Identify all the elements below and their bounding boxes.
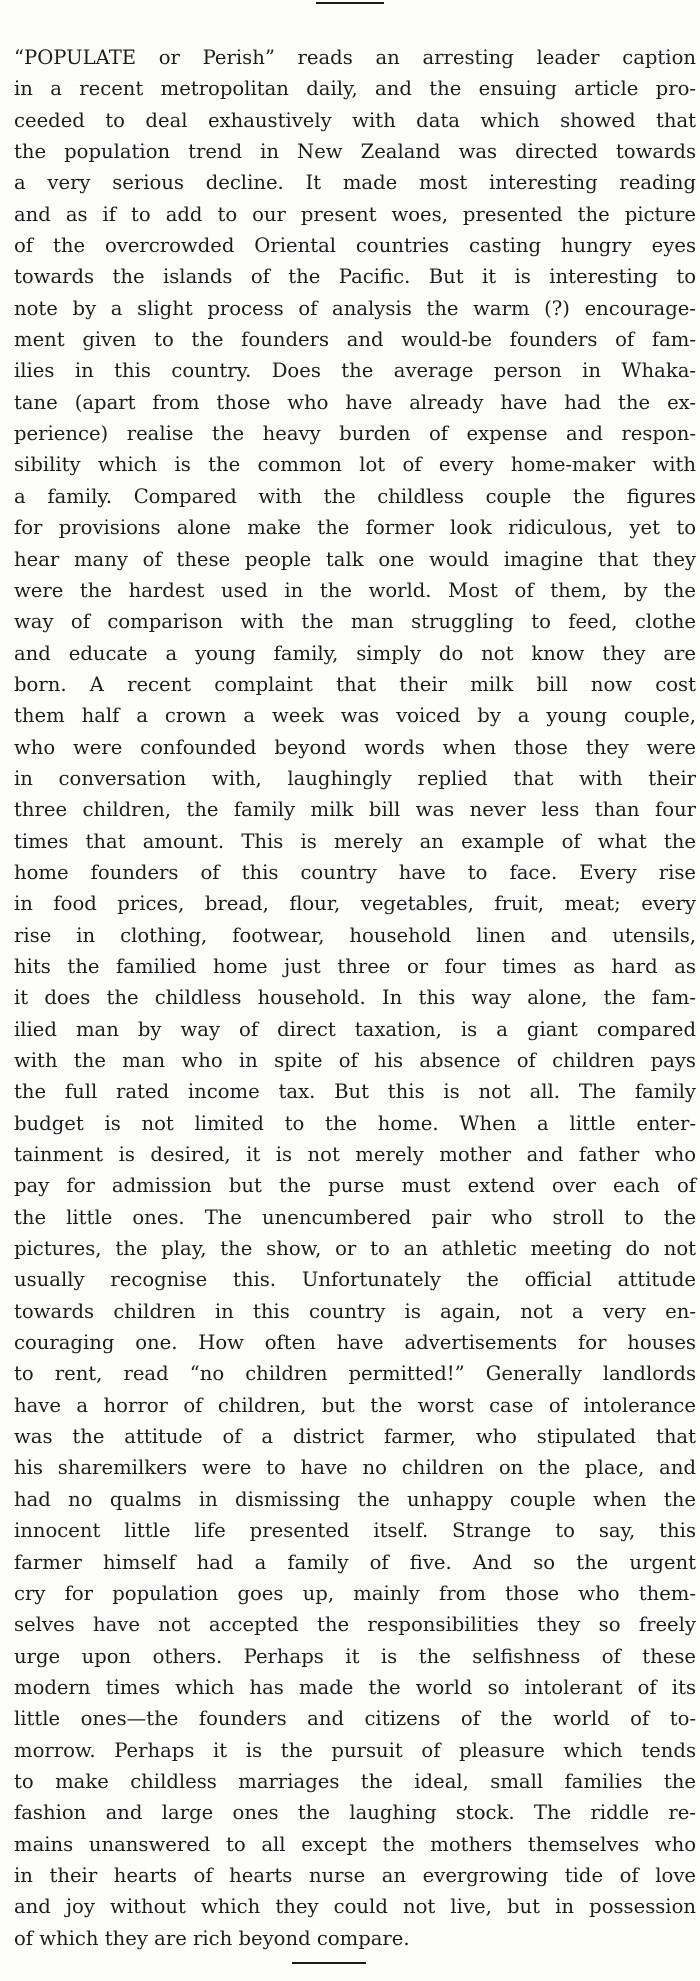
- bottom-column-rule: [292, 1962, 366, 1964]
- article-line: little ones—the founders and citizens of the world of to-: [14, 1707, 696, 1731]
- article-line: usually recognise this. Unfortunately the official attitude: [14, 1268, 696, 1292]
- article-line: “POPULATE or Perish” reads an arresting leader caption: [14, 46, 696, 69]
- article-line: selves have not accepted the responsibilities they so freely: [14, 1613, 696, 1637]
- article-line: three children, the family milk bill was never less than four: [14, 798, 696, 822]
- article-line: innocent little life presented itself. Strange to say, this: [14, 1519, 696, 1543]
- article-line: for provisions alone make the former look ridiculous, yet to: [14, 516, 696, 540]
- article-line: it does the childless household. In this way alone, the fam-: [14, 986, 696, 1010]
- article-line: a very serious decline. It made most interesting reading: [14, 171, 696, 195]
- article-line: pictures, the play, the show, or to an athletic meeting do not: [14, 1237, 696, 1261]
- article-line: them half a crown a week was voiced by a young couple,: [14, 704, 696, 728]
- article-line: the population trend in New Zealand was directed towards: [14, 140, 696, 164]
- article-line: a family. Compared with the childless couple the figures: [14, 484, 696, 508]
- article-line: and as if to add to our present woes, presented the picture: [14, 202, 696, 226]
- article-line: note by a slight process of analysis the warm (?) encourage-: [14, 296, 696, 320]
- article-line: couraging one. How often have advertisements for houses: [14, 1331, 696, 1355]
- article-line: and educate a young family, simply do not know they are: [14, 641, 696, 665]
- article-line: pay for admission but the purse must extend over each of: [14, 1174, 696, 1198]
- article-line: cry for population goes up, mainly from those who them-: [14, 1581, 696, 1605]
- article-line: the full rated income tax. But this is not all. The family: [14, 1080, 696, 1104]
- article-line: ment given to the founders and would-be founders of fam-: [14, 328, 696, 352]
- article-line: in a recent metropolitan daily, and the ensuing article pro-: [14, 77, 696, 101]
- article-line: rise in clothing, footwear, household linen and utensils,: [14, 923, 696, 947]
- article-line: ilies in this country. Does the average person in Whaka-: [14, 359, 696, 383]
- article-line: had no qualms in dismissing the unhappy couple when the: [14, 1487, 696, 1511]
- article-line: tane (apart from those who have already have had the ex-: [14, 390, 696, 414]
- article-text: [14, 42, 696, 1954]
- article-line: born. A recent complaint that their milk bill now cost: [14, 672, 696, 696]
- article-line: way of comparison with the man struggling to feed, clothe: [14, 610, 696, 634]
- article-line: was the attitude of a district farmer, who stipulated that: [14, 1425, 696, 1449]
- article-line: of the overcrowded Oriental countries casting hungry eyes: [14, 234, 696, 258]
- article-line: tainment is desired, it is not merely mother and father who: [14, 1143, 696, 1167]
- article-line: urge upon others. Perhaps it is the selfishness of these: [14, 1644, 696, 1668]
- article-line: hear many of these people talk one would imagine that they: [14, 547, 696, 571]
- article-line: sibility which is the common lot of every home-maker with: [14, 453, 696, 477]
- article-line: in food prices, bread, flour, vegetables, fruit, meat; every: [14, 892, 696, 916]
- article-line: in their hearts of hearts nurse an evergrowing tide of love: [14, 1863, 696, 1887]
- article-line: fashion and large ones the laughing stock. The riddle re-: [14, 1801, 696, 1825]
- article-line: to make childless marriages the ideal, small families the: [14, 1769, 696, 1793]
- article-line: times that amount. This is merely an example of what the: [14, 829, 696, 853]
- article-line: hits the familied home just three or four times as hard as: [14, 954, 696, 978]
- article-line: morrow. Perhaps it is the pursuit of pleasure which tends: [14, 1738, 696, 1762]
- article-line: to rent, read “no children permitted!” Generally landlords: [14, 1362, 696, 1386]
- article-line: farmer himself had a family of five. And so the urgent: [14, 1550, 696, 1574]
- article-line: the little ones. The unencumbered pair who stroll to the: [14, 1205, 696, 1229]
- top-column-rule: [316, 2, 384, 4]
- article-line: of which they are rich beyond compare.: [14, 1926, 410, 1950]
- article-line: home founders of this country have to face. Every rise: [14, 860, 696, 884]
- article-line: were the hardest used in the world. Most of them, by the: [14, 578, 696, 602]
- article-line: who were confounded beyond words when those they were: [14, 735, 696, 759]
- article-line: in conversation with, laughingly replied that with their: [14, 766, 696, 790]
- article-line: modern times which has made the world so intolerant of its: [14, 1675, 696, 1699]
- article-line: his sharemilkers were to have no children on the place, and: [14, 1456, 696, 1480]
- article-line: ilied man by way of direct taxation, is a giant compared: [14, 1017, 696, 1041]
- article-line: budget is not limited to the home. When a little enter-: [14, 1111, 696, 1135]
- article-line: ceeded to deal exhaustively with data which showed that: [14, 108, 696, 132]
- article-line: with the man who in spite of his absence of children pays: [14, 1049, 696, 1072]
- article-line: towards the islands of the Pacific. But it is interesting to: [14, 265, 696, 289]
- article-line: perience) realise the heavy burden of expense and respon-: [14, 422, 696, 446]
- article-line: towards children in this country is again, not a very en-: [14, 1299, 696, 1323]
- article-line: mains unanswered to all except the mothers themselves who: [14, 1832, 696, 1856]
- article-line: and joy without which they could not live, but in possession: [14, 1895, 696, 1919]
- article-line: have a horror of children, but the worst case of intolerance: [14, 1393, 696, 1417]
